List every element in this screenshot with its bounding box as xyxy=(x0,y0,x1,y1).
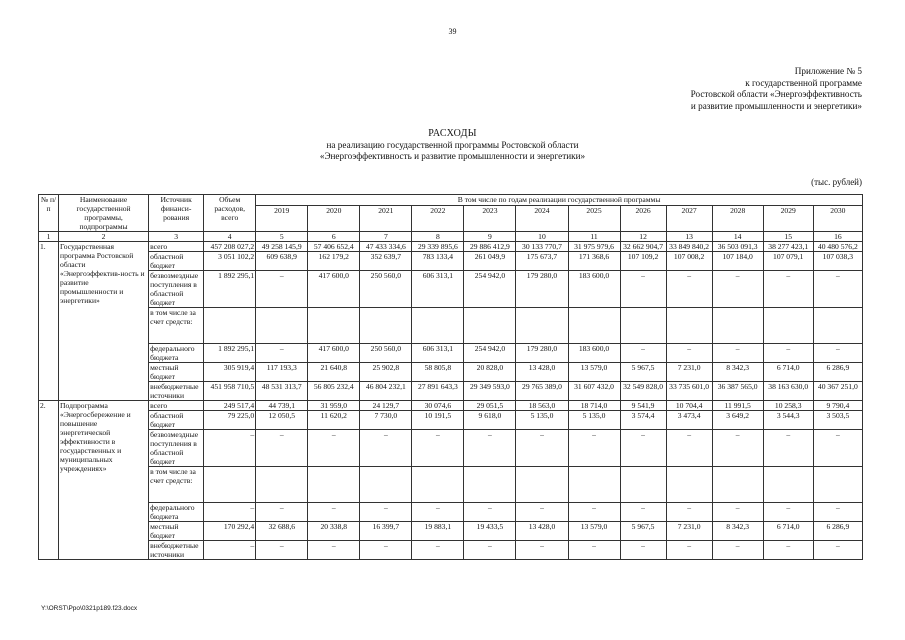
year-amount: 3 649,2 xyxy=(712,411,763,430)
year-amount: 107 109,2 xyxy=(620,252,666,271)
column-number-cell: 11 xyxy=(568,232,620,242)
year-amount: 47 433 334,6 xyxy=(360,242,412,252)
year-amount: 7 231,0 xyxy=(666,363,712,382)
year-amount: – xyxy=(308,541,360,560)
year-amount: 32 662 904,7 xyxy=(620,242,666,252)
year-amount xyxy=(666,308,712,344)
year-amount: – xyxy=(620,503,666,522)
table-row xyxy=(39,271,863,308)
year-amount: – xyxy=(256,541,308,560)
year-amount: 31 959,0 xyxy=(308,401,360,411)
funding-source: безвозмездные поступления в областной бюджет xyxy=(149,271,204,308)
header-year: 2021 xyxy=(360,206,412,232)
year-amount: 183 600,0 xyxy=(568,271,620,308)
year-amount: 107 008,2 xyxy=(666,252,712,271)
total-amount xyxy=(204,308,256,344)
year-amount: 20 828,0 xyxy=(464,363,516,382)
document-subtitle: на реализацию государственной программы Ростовской области xyxy=(326,139,579,150)
table-row xyxy=(39,522,863,541)
total-amount: 1 892 295,1 xyxy=(204,271,256,308)
year-amount: 9 790,4 xyxy=(813,401,862,411)
year-amount: 6 286,9 xyxy=(813,522,862,541)
column-number-cell: 9 xyxy=(464,232,516,242)
year-amount: 6 714,0 xyxy=(763,363,813,382)
year-amount: – xyxy=(308,503,360,522)
year-amount xyxy=(412,467,464,503)
year-amount: 107 038,3 xyxy=(813,252,862,271)
funding-source: внебюджетные источники xyxy=(149,541,204,560)
column-number-cell: 15 xyxy=(763,232,813,242)
funding-source: всего xyxy=(149,401,204,411)
year-amount: 609 638,9 xyxy=(256,252,308,271)
year-amount: 3 503,5 xyxy=(813,411,862,430)
year-amount xyxy=(568,308,620,344)
year-amount: 29 886 412,9 xyxy=(464,242,516,252)
appendix-line: к государственной программе xyxy=(745,77,862,88)
year-amount: 18 714,0 xyxy=(568,401,620,411)
document-title: РАСХОДЫ xyxy=(428,128,477,139)
year-amount: 32 549 828,0 xyxy=(620,382,666,401)
column-number-cell: 10 xyxy=(516,232,568,242)
year-amount: 13 428,0 xyxy=(516,363,568,382)
header-year: 2030 xyxy=(813,206,862,232)
column-number-cell: 7 xyxy=(360,232,412,242)
year-amount: – xyxy=(666,271,712,308)
year-amount: – xyxy=(256,344,308,363)
year-amount: 18 563,0 xyxy=(516,401,568,411)
appendix-block xyxy=(691,66,862,112)
total-amount: 457 208 027,2 xyxy=(204,242,256,252)
funding-source: местный бюджет xyxy=(149,363,204,382)
header-source: Источник финанси-рования xyxy=(149,195,204,232)
year-amount: – xyxy=(763,541,813,560)
year-amount xyxy=(308,467,360,503)
funding-source: внебюджетные источники xyxy=(149,382,204,401)
total-amount: – xyxy=(204,430,256,467)
year-amount: – xyxy=(620,430,666,467)
table-row xyxy=(39,363,863,382)
year-amount: – xyxy=(813,344,862,363)
table-row xyxy=(39,503,863,522)
column-number-cell: 2 xyxy=(59,232,149,242)
column-number-cell: 5 xyxy=(256,232,308,242)
year-amount xyxy=(568,467,620,503)
total-amount: – xyxy=(204,503,256,522)
year-amount: 13 579,0 xyxy=(568,522,620,541)
header-year: 2019 xyxy=(256,206,308,232)
year-amount: 7 730,0 xyxy=(360,411,412,430)
year-amount: – xyxy=(360,503,412,522)
year-amount xyxy=(308,308,360,344)
year-amount: 352 639,7 xyxy=(360,252,412,271)
year-amount xyxy=(712,467,763,503)
year-amount: 250 560,0 xyxy=(360,271,412,308)
table-row xyxy=(39,382,863,401)
year-amount: – xyxy=(813,541,862,560)
year-amount: 5 135,0 xyxy=(516,411,568,430)
year-amount xyxy=(360,467,412,503)
year-amount: 8 342,3 xyxy=(712,522,763,541)
table-row xyxy=(39,252,863,271)
year-amount: 5 967,5 xyxy=(620,522,666,541)
total-amount: 451 958 710,5 xyxy=(204,382,256,401)
column-number-cell: 13 xyxy=(666,232,712,242)
year-amount: – xyxy=(412,503,464,522)
total-amount xyxy=(204,467,256,503)
year-amount: 31 607 432,0 xyxy=(568,382,620,401)
year-amount: 162 179,2 xyxy=(308,252,360,271)
year-amount: – xyxy=(256,503,308,522)
year-amount: – xyxy=(516,541,568,560)
year-amount: 16 399,7 xyxy=(360,522,412,541)
year-amount: 117 193,3 xyxy=(256,363,308,382)
funding-source: в том числе за счет средств: xyxy=(149,467,204,503)
total-amount: – xyxy=(204,541,256,560)
header-year: 2029 xyxy=(763,206,813,232)
year-amount: 19 883,1 xyxy=(412,522,464,541)
year-amount: – xyxy=(666,541,712,560)
units-label: (тыс. рублей) xyxy=(811,177,862,187)
total-amount: 305 919,4 xyxy=(204,363,256,382)
year-amount: 27 891 643,3 xyxy=(412,382,464,401)
year-amount: 606 313,1 xyxy=(412,271,464,308)
table-body xyxy=(39,232,863,560)
year-amount: 13 579,0 xyxy=(568,363,620,382)
year-amount: 175 673,7 xyxy=(516,252,568,271)
year-amount: – xyxy=(464,430,516,467)
year-amount: – xyxy=(763,430,813,467)
year-amount xyxy=(620,467,666,503)
header-year: 2024 xyxy=(516,206,568,232)
header-num: № п/п xyxy=(39,195,59,232)
year-amount xyxy=(360,308,412,344)
year-amount: 36 503 091,3 xyxy=(712,242,763,252)
year-amount: 36 387 565,0 xyxy=(712,382,763,401)
funding-source: областной бюджет xyxy=(149,411,204,430)
year-amount: – xyxy=(568,541,620,560)
year-amount: 19 433,5 xyxy=(464,522,516,541)
header-year: 2028 xyxy=(712,206,763,232)
year-amount: – xyxy=(813,271,862,308)
year-amount: – xyxy=(763,503,813,522)
year-amount: – xyxy=(712,430,763,467)
document-subtitle: «Энергоэффективность и развитие промышленности и энергетики» xyxy=(319,151,586,161)
year-amount: 30 074,6 xyxy=(412,401,464,411)
total-amount: 1 892 295,1 xyxy=(204,344,256,363)
funding-source: областной бюджет xyxy=(149,252,204,271)
year-amount: 3 574,4 xyxy=(620,411,666,430)
table-row xyxy=(39,344,863,363)
program-number: 2. xyxy=(39,401,59,560)
total-amount: 79 225,0 xyxy=(204,411,256,430)
funding-source: федерального бюджета xyxy=(149,344,204,363)
year-amount: – xyxy=(360,430,412,467)
column-number-cell: 6 xyxy=(308,232,360,242)
year-amount: 5 967,5 xyxy=(620,363,666,382)
year-amount: 6 714,0 xyxy=(763,522,813,541)
year-amount: – xyxy=(568,430,620,467)
year-amount: 46 804 232,1 xyxy=(360,382,412,401)
appendix-line: Приложение № 5 xyxy=(794,66,862,76)
year-amount: 58 805,8 xyxy=(412,363,464,382)
header-year: 2023 xyxy=(464,206,516,232)
table-row xyxy=(39,308,863,344)
year-amount: 5 135,0 xyxy=(568,411,620,430)
year-amount: – xyxy=(464,541,516,560)
year-amount: 3 473,4 xyxy=(666,411,712,430)
year-amount: – xyxy=(516,430,568,467)
header-year: 2025 xyxy=(568,206,620,232)
year-amount: 48 531 313,7 xyxy=(256,382,308,401)
funding-source: в том числе за счет средств: xyxy=(149,308,204,344)
table-row xyxy=(39,401,863,411)
year-amount: 10 191,5 xyxy=(412,411,464,430)
column-number-cell: 14 xyxy=(712,232,763,242)
appendix-line: и развитие промышленности и энергетики» xyxy=(690,100,862,111)
year-amount: 30 133 770,7 xyxy=(516,242,568,252)
year-amount: 7 231,0 xyxy=(666,522,712,541)
year-amount: 11 991,5 xyxy=(712,401,763,411)
year-amount xyxy=(412,308,464,344)
table-row xyxy=(39,242,863,252)
year-amount: 9 618,0 xyxy=(464,411,516,430)
year-amount: 254 942,0 xyxy=(464,344,516,363)
column-number-cell: 12 xyxy=(620,232,666,242)
year-amount: 49 258 145,9 xyxy=(256,242,308,252)
expenses-table xyxy=(38,194,863,560)
header-year: 2026 xyxy=(620,206,666,232)
table-row xyxy=(39,411,863,430)
funding-source: всего xyxy=(149,242,204,252)
year-amount: 179 280,0 xyxy=(516,344,568,363)
year-amount: – xyxy=(813,503,862,522)
year-amount xyxy=(763,467,813,503)
table-row xyxy=(39,430,863,467)
year-amount xyxy=(256,467,308,503)
table-row xyxy=(39,541,863,560)
year-amount: – xyxy=(412,430,464,467)
year-amount xyxy=(620,308,666,344)
year-amount: 107 079,1 xyxy=(763,252,813,271)
column-number-cell: 4 xyxy=(204,232,256,242)
year-amount: – xyxy=(763,271,813,308)
year-amount: – xyxy=(464,503,516,522)
year-amount: 38 163 630,0 xyxy=(763,382,813,401)
header-year: 2027 xyxy=(666,206,712,232)
year-amount: 179 280,0 xyxy=(516,271,568,308)
year-amount: – xyxy=(620,344,666,363)
year-amount: – xyxy=(308,430,360,467)
program-name: Подпрограмма «Энергосбережение и повышение энергетической эффективности в государственных и муниципальных учреждениях» xyxy=(59,401,149,560)
total-amount: 249 517,4 xyxy=(204,401,256,411)
header-year: 2020 xyxy=(308,206,360,232)
year-amount: 29 339 895,6 xyxy=(412,242,464,252)
year-amount: 40 367 251,0 xyxy=(813,382,862,401)
file-path-footer: Y:\ORST\Ppo\0321p189.f23.docx xyxy=(41,605,138,612)
funding-source: местный бюджет xyxy=(149,522,204,541)
year-amount: – xyxy=(666,503,712,522)
year-amount: – xyxy=(360,541,412,560)
header-years-group: В том числе по годам реализации государственной программы xyxy=(256,195,863,206)
year-amount: 107 184,0 xyxy=(712,252,763,271)
year-amount xyxy=(712,308,763,344)
funding-source: безвозмездные поступления в областной бюджет xyxy=(149,430,204,467)
year-amount: 29 765 389,0 xyxy=(516,382,568,401)
year-amount xyxy=(516,467,568,503)
year-amount: 32 688,6 xyxy=(256,522,308,541)
year-amount: – xyxy=(666,430,712,467)
year-amount: 783 133,4 xyxy=(412,252,464,271)
year-amount: 10 704,4 xyxy=(666,401,712,411)
year-amount: 261 049,9 xyxy=(464,252,516,271)
total-amount: 3 051 102,2 xyxy=(204,252,256,271)
year-amount xyxy=(464,467,516,503)
year-amount xyxy=(464,308,516,344)
program-name: Государственная программа Ростовской области «Энергоэффектив-ность и развитие промышленности и энергетики» xyxy=(59,242,149,401)
year-amount xyxy=(763,308,813,344)
year-amount: 3 544,3 xyxy=(763,411,813,430)
year-amount: – xyxy=(666,344,712,363)
appendix-line: Ростовской области «Энергоэффективность xyxy=(690,89,862,99)
year-amount: 171 368,6 xyxy=(568,252,620,271)
year-amount: 57 406 652,4 xyxy=(308,242,360,252)
year-amount: 13 428,0 xyxy=(516,522,568,541)
year-amount: – xyxy=(568,503,620,522)
year-amount: 33 849 840,2 xyxy=(666,242,712,252)
year-amount: 20 338,8 xyxy=(308,522,360,541)
column-number-cell: 8 xyxy=(412,232,464,242)
year-amount: 29 051,5 xyxy=(464,401,516,411)
table-row xyxy=(39,467,863,503)
program-number: 1. xyxy=(39,242,59,401)
year-amount xyxy=(666,467,712,503)
year-amount: 25 902,8 xyxy=(360,363,412,382)
year-amount: 38 277 423,1 xyxy=(763,242,813,252)
year-amount: – xyxy=(712,503,763,522)
year-amount: 606 313,1 xyxy=(412,344,464,363)
header-total: Объем расходов, всего xyxy=(204,195,256,232)
year-amount: 44 739,1 xyxy=(256,401,308,411)
year-amount: 24 129,7 xyxy=(360,401,412,411)
year-amount: 417 600,0 xyxy=(308,344,360,363)
year-amount: 250 560,0 xyxy=(360,344,412,363)
page-number: 39 xyxy=(448,27,457,36)
year-amount: 33 735 601,0 xyxy=(666,382,712,401)
year-amount: 40 480 576,2 xyxy=(813,242,862,252)
year-amount: 56 805 232,4 xyxy=(308,382,360,401)
column-number-cell: 1 xyxy=(39,232,59,242)
year-amount xyxy=(813,467,862,503)
year-amount: – xyxy=(712,541,763,560)
year-amount: – xyxy=(256,271,308,308)
total-amount: 170 292,4 xyxy=(204,522,256,541)
year-amount: – xyxy=(620,541,666,560)
year-amount: 254 942,0 xyxy=(464,271,516,308)
year-amount: 183 600,0 xyxy=(568,344,620,363)
year-amount: 29 349 593,0 xyxy=(464,382,516,401)
year-amount xyxy=(256,308,308,344)
year-amount xyxy=(516,308,568,344)
year-amount: – xyxy=(813,430,862,467)
year-amount: 12 050,5 xyxy=(256,411,308,430)
year-amount: – xyxy=(516,503,568,522)
year-amount: – xyxy=(256,430,308,467)
header-year: 2022 xyxy=(412,206,464,232)
header-name: Наименование государственной программы, подпрограммы xyxy=(59,195,149,232)
year-amount: 8 342,3 xyxy=(712,363,763,382)
year-amount: 417 600,0 xyxy=(308,271,360,308)
year-amount: – xyxy=(712,271,763,308)
year-amount: 21 640,8 xyxy=(308,363,360,382)
year-amount: 9 541,9 xyxy=(620,401,666,411)
column-number-cell: 16 xyxy=(813,232,862,242)
column-number-row xyxy=(39,232,863,242)
funding-source: федерального бюджета xyxy=(149,503,204,522)
document-heading xyxy=(0,128,905,163)
year-amount: 10 258,3 xyxy=(763,401,813,411)
year-amount: 11 620,2 xyxy=(308,411,360,430)
year-amount: – xyxy=(620,271,666,308)
year-amount: 6 286,9 xyxy=(813,363,862,382)
year-amount: – xyxy=(712,344,763,363)
year-amount xyxy=(813,308,862,344)
column-number-cell: 3 xyxy=(149,232,204,242)
year-amount: – xyxy=(412,541,464,560)
year-amount: – xyxy=(763,344,813,363)
year-amount: 31 975 979,6 xyxy=(568,242,620,252)
